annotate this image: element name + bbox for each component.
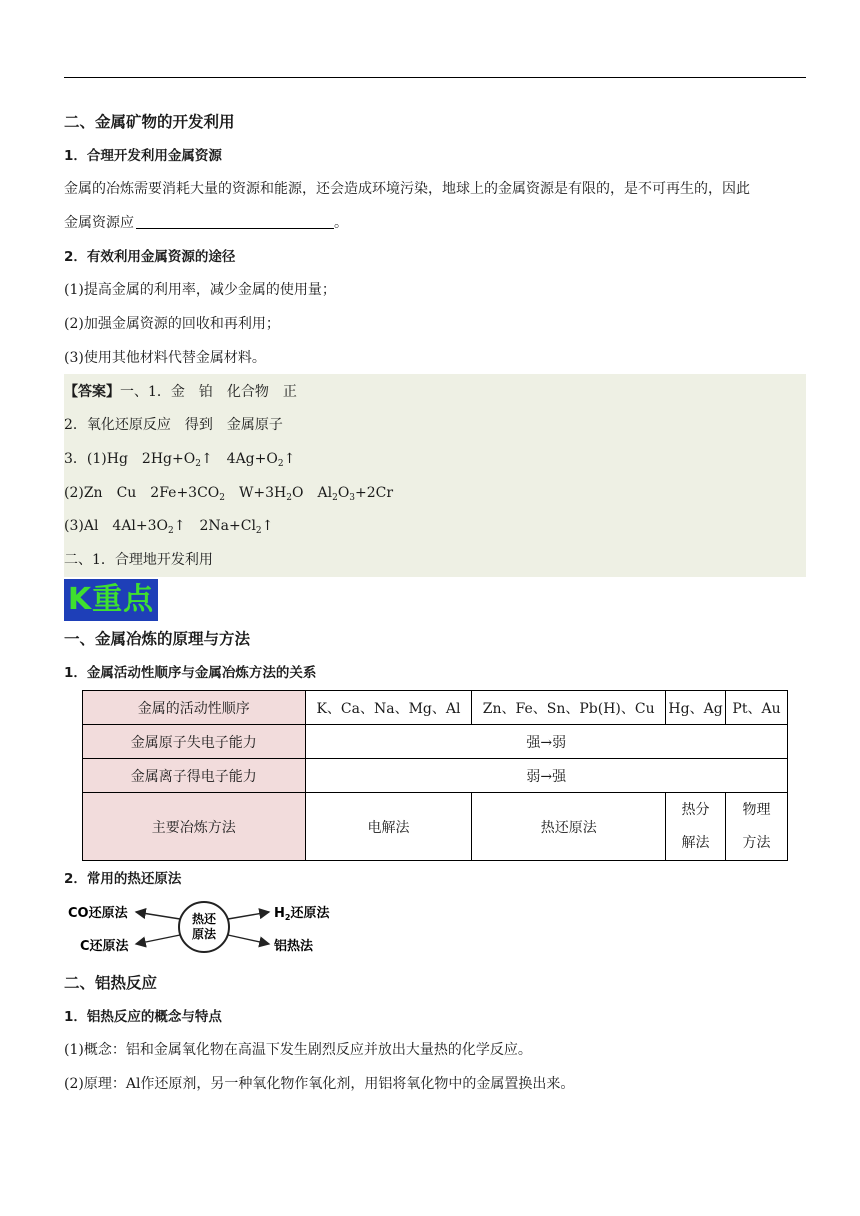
answer-line: 二、1．合理地开发利用 xyxy=(64,552,213,568)
table-cell: 强→弱 xyxy=(305,725,787,759)
paragraph-line: (1)概念：铝和金属氧化物在高温下发生剧烈反应并放出大量热的化学反应。 xyxy=(64,1042,532,1058)
thermal-reduction-diagram xyxy=(64,900,354,962)
table-cell: Zn、Fe、Sn、Pb(H)、Cu xyxy=(472,691,666,725)
paragraph-text: 金属资源应 xyxy=(64,215,134,231)
answer-line: 2．氧化还原反应 得到 金属原子 xyxy=(64,417,283,433)
arrow-h2 xyxy=(228,912,269,919)
list-item: (1)提高金属的利用率，减少金属的使用量； xyxy=(64,282,336,298)
h2-reduction-label: $H_2$还原法 xyxy=(274,906,330,922)
table-cell: 电解法 xyxy=(305,793,472,861)
section-heading: 一、金属冶炼的原理与方法 xyxy=(64,630,251,648)
section-heading: 二、铝热反应 xyxy=(64,974,158,992)
table-cell: 热还原法 xyxy=(472,793,666,861)
table-cell: Pt、Au xyxy=(726,691,788,725)
row-header: 金属离子得电子能力 xyxy=(83,759,306,793)
subsection-heading: 2．有效利用金属资源的途径 xyxy=(64,249,236,265)
section-heading: 二、金属矿物的开发利用 xyxy=(64,113,235,131)
fill-in-blank xyxy=(136,215,334,229)
table-cell: K、Ca、Na、Mg、Al xyxy=(305,691,472,725)
answer-box xyxy=(64,374,806,577)
paragraph-line: (2)原理：Al作还原剂，另一种氧化物作氧化剂，用铝将氧化物中的金属置换出来。 xyxy=(64,1076,575,1092)
arrow-al xyxy=(228,935,269,944)
paragraph-line-with-blank xyxy=(64,213,806,233)
list-item: (3)使用其他材料代替金属材料。 xyxy=(64,350,266,366)
paragraph-text: 。 xyxy=(334,215,348,231)
subsection-heading: 1．铝热反应的概念与特点 xyxy=(64,1009,222,1025)
arrow-c xyxy=(136,935,180,944)
answer-line: (2)Zn Cu $2Fe+3CO_2$ $W+3H_2O$ $Al_2O_3+2Cr$ xyxy=(64,485,394,503)
paragraph-line: 金属的冶炼需要消耗大量的资源和能源，还会造成环境污染，地球上的金属资源是有限的，是不可再生的，因此 xyxy=(64,181,750,197)
table-cell: 物理 方法 xyxy=(726,793,788,861)
table-cell: 热分 解法 xyxy=(666,793,726,861)
center-label-bottom: 原法 xyxy=(191,927,217,941)
row-header: 金属的活动性顺序 xyxy=(83,691,306,725)
answer-line: 3．(1)Hg $2Hg+O_2↑$ $4Ag+O_2↑$ xyxy=(64,451,296,469)
subsection-heading: 2．常用的热还原法 xyxy=(64,871,182,887)
row-header: 主要冶炼方法 xyxy=(83,793,306,861)
center-label-top: 热还 xyxy=(191,912,217,926)
arrow-co xyxy=(136,912,180,919)
list-item: (2)加强金属资源的回收和再利用； xyxy=(64,316,280,332)
answer-tag: 【答案】 xyxy=(64,384,120,400)
metal-activity-table xyxy=(82,690,788,861)
subsection-heading: 1．合理开发利用金属资源 xyxy=(64,148,222,164)
answer-line: 【答案】一、1．金 铂 化合物 正 xyxy=(64,384,297,400)
table-cell: Hg、Ag xyxy=(666,691,726,725)
table-cell: 弱→强 xyxy=(305,759,787,793)
key-points-badge: K重点 xyxy=(64,579,158,621)
header-rule xyxy=(64,77,806,78)
subsection-heading: 1．金属活动性顺序与金属冶炼方法的关系 xyxy=(64,665,317,681)
thermite-label: 铝热法 xyxy=(274,939,314,954)
c-reduction-label: C还原法 xyxy=(80,939,129,954)
answer-line: (3)Al $4Al+3O_2↑$ $2Na+Cl_2↑$ xyxy=(64,518,274,536)
co-reduction-label: CO还原法 xyxy=(68,906,128,921)
row-header: 金属原子失电子能力 xyxy=(83,725,306,759)
